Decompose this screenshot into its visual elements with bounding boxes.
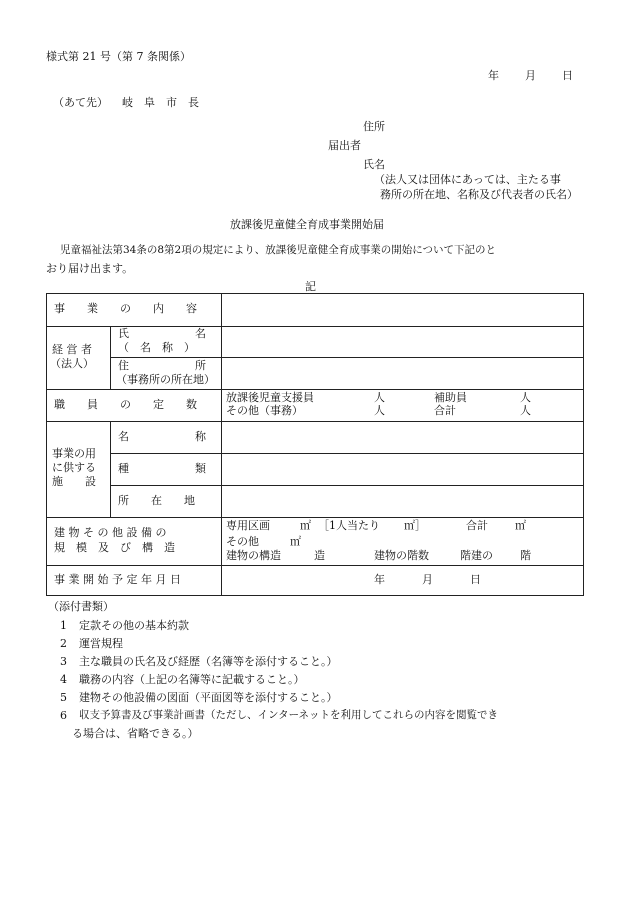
- attachment-text: 建物その他設備の図面（平面図等を添付すること。）: [79, 691, 338, 704]
- column-divider: [110, 326, 111, 390]
- building-label-1: 建 物 そ の 他 設 備 の: [54, 526, 167, 539]
- operator-address-label: 住 所: [118, 359, 206, 372]
- row-divider: [46, 565, 583, 566]
- row-divider: [110, 357, 583, 358]
- building-floors: 建物の階数: [374, 549, 429, 562]
- row-divider: [110, 453, 583, 454]
- attachment-text-continued: る場合は、省略できる。）: [72, 727, 199, 740]
- address-label: 住所: [363, 120, 385, 133]
- row-divider: [46, 421, 583, 422]
- facility-name-label: 名 称: [118, 430, 206, 443]
- structure-suffix: 造: [314, 549, 325, 562]
- area-total: 合計: [466, 519, 488, 532]
- dedicated-area-unit: ㎡: [300, 519, 311, 532]
- date-day: 日: [562, 69, 573, 82]
- per-person: ［1人当たり: [318, 519, 380, 532]
- other-staff-unit: 人: [374, 404, 385, 417]
- filer-label: 届出者: [328, 139, 361, 152]
- operator-name-sublabel: （ 名 称 ）: [118, 341, 195, 354]
- attachment-no: 1: [60, 619, 67, 632]
- attachment-no: 4: [60, 673, 67, 686]
- facility-type-label: 種 類: [118, 462, 206, 475]
- body-line-2: おり届け出ます。: [46, 262, 134, 275]
- applicant-note-2: 務所の所在地、名称及び代表者の氏名）: [380, 188, 578, 201]
- operator-label: 経 営 者: [52, 343, 92, 356]
- table-border-top: [46, 293, 583, 294]
- attachment-no: 3: [60, 655, 67, 668]
- start-date-day: 日: [470, 573, 481, 586]
- facility-location-label: 所 在 地: [118, 494, 195, 507]
- building-structure: 建物の構造: [226, 549, 281, 562]
- attachment-no: 6: [60, 709, 67, 722]
- support-staff: 放課後児童支援員: [226, 391, 314, 404]
- row-divider: [46, 389, 583, 390]
- table-border-right: [583, 293, 584, 596]
- facility-label-3: 施 設: [52, 475, 96, 488]
- assistant-staff-unit: 人: [520, 391, 531, 404]
- attachment-text: 収支予算書及び事業計画書（ただし、インターネットを利用してこれらの内容を閲覧でき: [79, 709, 499, 721]
- attachment-text: 運営規程: [79, 637, 123, 650]
- addressee-name: 岐 阜 市 長: [122, 96, 199, 109]
- area-total-unit: ㎡: [515, 519, 526, 532]
- attachment-no: 5: [60, 691, 67, 704]
- total-staff: 合計: [434, 404, 456, 417]
- row-divider: [46, 517, 583, 518]
- other-area: その他: [226, 535, 259, 548]
- floors-of: 階建の: [460, 549, 493, 562]
- date-month: 月: [525, 69, 536, 82]
- name-label: 氏名: [363, 158, 385, 171]
- start-date-month: 月: [422, 573, 433, 586]
- attachments-heading: （添付書類）: [48, 600, 114, 613]
- attachment-text: 主な職員の氏名及び経歴（名簿等を添付すること。）: [79, 655, 338, 668]
- other-area-unit: ㎡: [290, 535, 301, 548]
- column-divider: [110, 421, 111, 518]
- operator-address-sublabel: （事務所の所在地）: [116, 373, 215, 386]
- other-staff: その他（事務）: [226, 404, 303, 417]
- addressee-label: （あて先）: [53, 96, 108, 109]
- attachment-text: 職務の内容（上記の名簿等に記載すること。）: [79, 673, 305, 686]
- total-staff-unit: 人: [520, 404, 531, 417]
- facility-label-2: に供する: [52, 461, 96, 474]
- row-divider: [110, 485, 583, 486]
- dedicated-area: 専用区画: [226, 519, 270, 532]
- facility-label-1: 事業の用: [52, 447, 96, 460]
- date-year: 年: [488, 69, 499, 82]
- operator-sublabel: （法人）: [50, 357, 94, 370]
- column-divider: [221, 293, 222, 596]
- body-line-1: 児童福祉法第34条の8第2項の規定により、放課後児童健全育成事業の開始について下記のと: [60, 244, 497, 256]
- building-label-2: 規 模 及 び 構 造: [54, 541, 175, 554]
- table-border-bottom: [46, 595, 583, 596]
- support-staff-unit: 人: [374, 391, 385, 404]
- per-person-unit: ㎡］: [404, 519, 426, 532]
- attachment-no: 2: [60, 637, 67, 650]
- table-border-left: [46, 293, 47, 596]
- applicant-note-1: （法人又は団体にあっては、主たる事: [374, 173, 561, 186]
- form-number: 様式第 21 号（第 7 条関係）: [46, 50, 191, 63]
- start-date-label: 事 業 開 始 予 定 年 月 日: [54, 573, 181, 586]
- ki-label: 記: [305, 280, 316, 293]
- assistant-staff: 補助員: [434, 391, 467, 404]
- business-content-label: 事 業 の 内 容: [54, 302, 197, 315]
- start-date-year: 年: [374, 573, 385, 586]
- operator-name-label: 氏 名: [118, 327, 206, 340]
- attachment-text: 定款その他の基本約款: [79, 619, 189, 632]
- document-title: 放課後児童健全育成事業開始届: [230, 218, 384, 231]
- staff-label: 職 員 の 定 数: [54, 398, 197, 411]
- floor-suffix: 階: [520, 549, 531, 562]
